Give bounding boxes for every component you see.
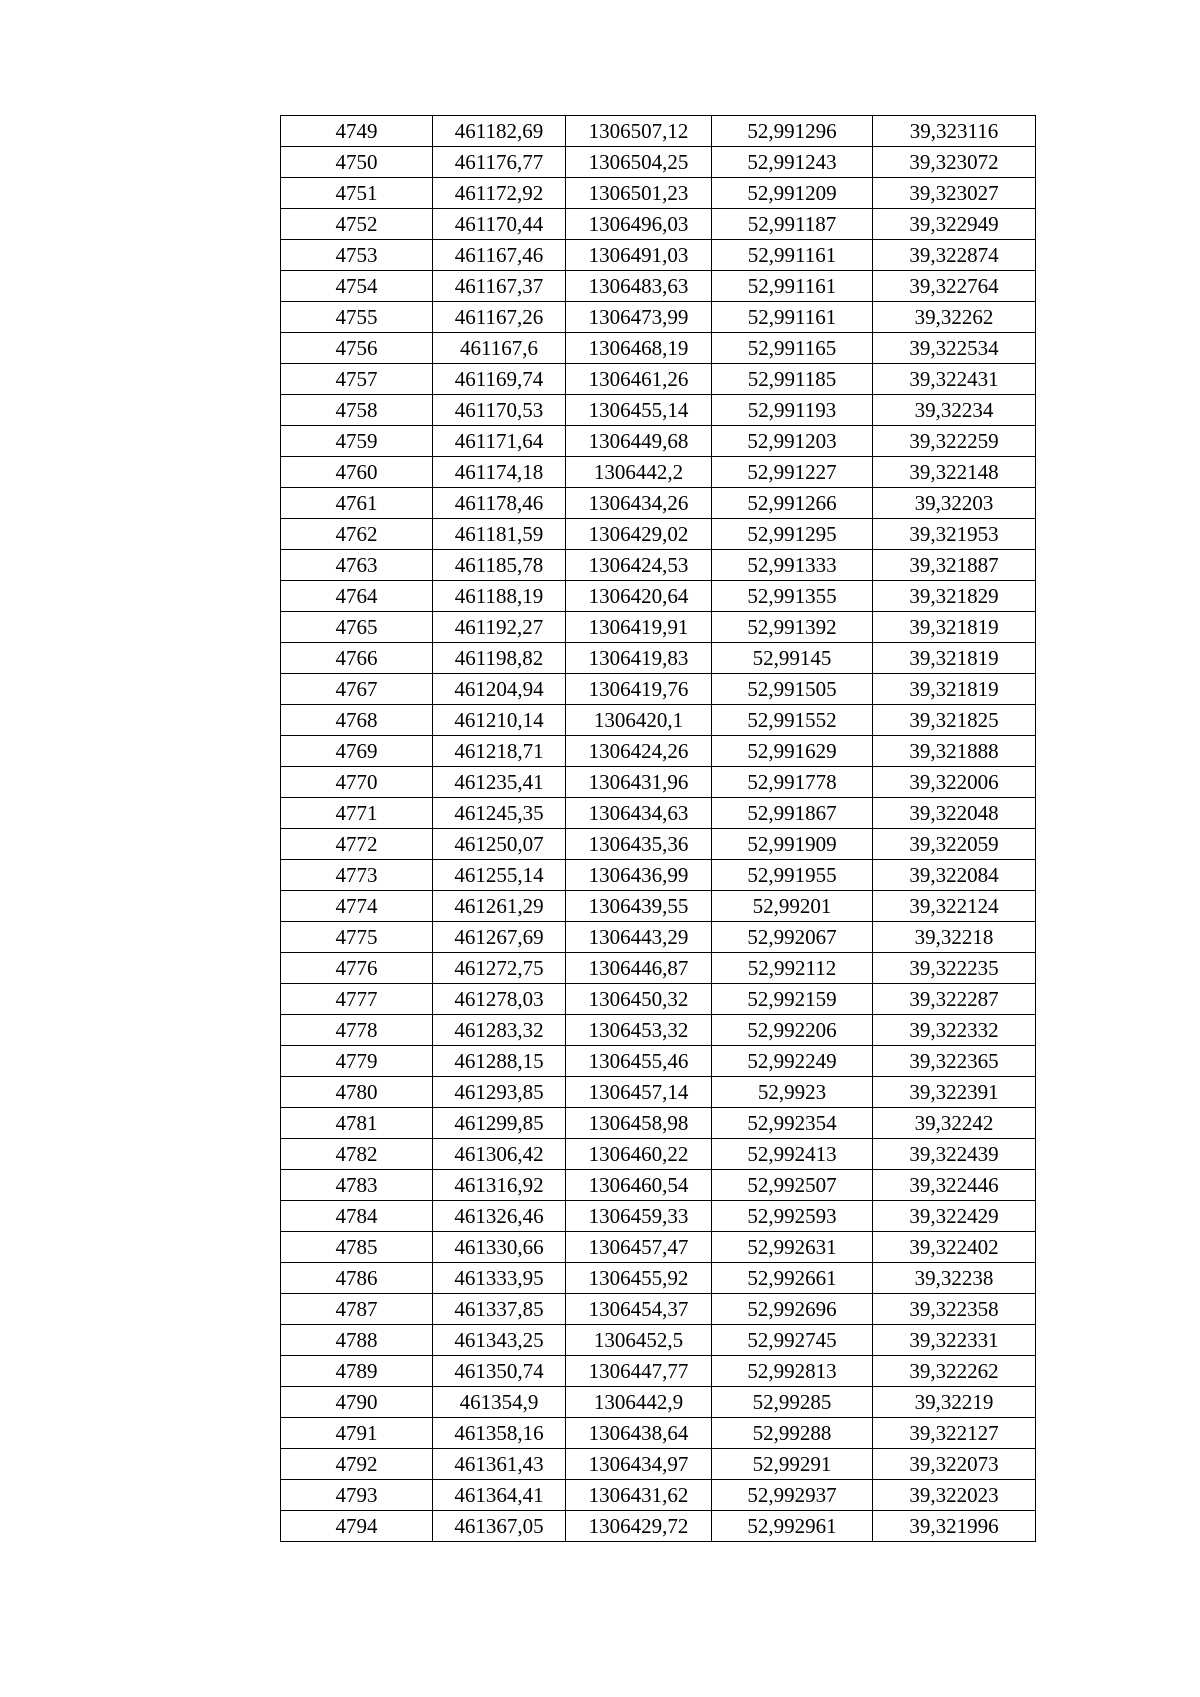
point-number-cell: 4793 [281,1480,433,1511]
y-coordinate-cell: 1306453,32 [566,1015,712,1046]
point-number-cell: 4784 [281,1201,433,1232]
table-row [281,271,1036,302]
point-number-cell: 4783 [281,1170,433,1201]
x-coordinate-cell: 461182,69 [433,116,566,147]
table-row [281,488,1036,519]
longitude-cell: 39,322059 [873,829,1036,860]
point-number-cell: 4777 [281,984,433,1015]
x-coordinate-cell: 461267,69 [433,922,566,953]
x-coordinate-cell: 461245,35 [433,798,566,829]
point-number-cell: 4794 [281,1511,433,1542]
latitude-cell: 52,99201 [712,891,873,922]
y-coordinate-cell: 1306420,64 [566,581,712,612]
y-coordinate-cell: 1306457,14 [566,1077,712,1108]
y-coordinate-cell: 1306431,62 [566,1480,712,1511]
y-coordinate-cell: 1306461,26 [566,364,712,395]
table-row [281,612,1036,643]
y-coordinate-cell: 1306431,96 [566,767,712,798]
latitude-cell: 52,991955 [712,860,873,891]
table-row [281,705,1036,736]
longitude-cell: 39,322949 [873,209,1036,240]
table-row [281,1294,1036,1325]
y-coordinate-cell: 1306507,12 [566,116,712,147]
y-coordinate-cell: 1306442,9 [566,1387,712,1418]
latitude-cell: 52,991227 [712,457,873,488]
table-row [281,1046,1036,1077]
point-number-cell: 4754 [281,271,433,302]
x-coordinate-cell: 461337,85 [433,1294,566,1325]
point-number-cell: 4787 [281,1294,433,1325]
longitude-cell: 39,32203 [873,488,1036,519]
table-row [281,178,1036,209]
table-row [281,1232,1036,1263]
y-coordinate-cell: 1306429,72 [566,1511,712,1542]
y-coordinate-cell: 1306460,54 [566,1170,712,1201]
x-coordinate-cell: 461250,07 [433,829,566,860]
x-coordinate-cell: 461170,44 [433,209,566,240]
x-coordinate-cell: 461330,66 [433,1232,566,1263]
latitude-cell: 52,99288 [712,1418,873,1449]
point-number-cell: 4790 [281,1387,433,1418]
y-coordinate-cell: 1306504,25 [566,147,712,178]
point-number-cell: 4768 [281,705,433,736]
longitude-cell: 39,322127 [873,1418,1036,1449]
latitude-cell: 52,992696 [712,1294,873,1325]
latitude-cell: 52,991909 [712,829,873,860]
latitude-cell: 52,991185 [712,364,873,395]
table-row [281,1511,1036,1542]
x-coordinate-cell: 461299,85 [433,1108,566,1139]
point-number-cell: 4774 [281,891,433,922]
longitude-cell: 39,322439 [873,1139,1036,1170]
table-row [281,240,1036,271]
y-coordinate-cell: 1306420,1 [566,705,712,736]
table-row [281,1015,1036,1046]
longitude-cell: 39,322287 [873,984,1036,1015]
latitude-cell: 52,991629 [712,736,873,767]
latitude-cell: 52,991243 [712,147,873,178]
latitude-cell: 52,992661 [712,1263,873,1294]
latitude-cell: 52,992813 [712,1356,873,1387]
x-coordinate-cell: 461278,03 [433,984,566,1015]
latitude-cell: 52,991505 [712,674,873,705]
table-row [281,674,1036,705]
x-coordinate-cell: 461367,05 [433,1511,566,1542]
table-row [281,333,1036,364]
point-number-cell: 4760 [281,457,433,488]
longitude-cell: 39,321825 [873,705,1036,736]
table-row [281,1449,1036,1480]
table-row [281,922,1036,953]
x-coordinate-cell: 461210,14 [433,705,566,736]
y-coordinate-cell: 1306446,87 [566,953,712,984]
table-row [281,147,1036,178]
table-row [281,953,1036,984]
longitude-cell: 39,322006 [873,767,1036,798]
longitude-cell: 39,32234 [873,395,1036,426]
table-row [281,1201,1036,1232]
table-row [281,891,1036,922]
x-coordinate-cell: 461358,16 [433,1418,566,1449]
latitude-cell: 52,992112 [712,953,873,984]
point-number-cell: 4766 [281,643,433,674]
latitude-cell: 52,991203 [712,426,873,457]
point-number-cell: 4770 [281,767,433,798]
x-coordinate-cell: 461272,75 [433,953,566,984]
longitude-cell: 39,322391 [873,1077,1036,1108]
y-coordinate-cell: 1306457,47 [566,1232,712,1263]
y-coordinate-cell: 1306438,64 [566,1418,712,1449]
point-number-cell: 4785 [281,1232,433,1263]
y-coordinate-cell: 1306473,99 [566,302,712,333]
latitude-cell: 52,992507 [712,1170,873,1201]
longitude-cell: 39,32238 [873,1263,1036,1294]
y-coordinate-cell: 1306443,29 [566,922,712,953]
point-number-cell: 4791 [281,1418,433,1449]
x-coordinate-cell: 461172,92 [433,178,566,209]
y-coordinate-cell: 1306447,77 [566,1356,712,1387]
table-row [281,426,1036,457]
longitude-cell: 39,322259 [873,426,1036,457]
longitude-cell: 39,322764 [873,271,1036,302]
longitude-cell: 39,322331 [873,1325,1036,1356]
point-number-cell: 4749 [281,116,433,147]
latitude-cell: 52,992745 [712,1325,873,1356]
x-coordinate-cell: 461176,77 [433,147,566,178]
x-coordinate-cell: 461255,14 [433,860,566,891]
point-number-cell: 4772 [281,829,433,860]
latitude-cell: 52,991333 [712,550,873,581]
latitude-cell: 52,991295 [712,519,873,550]
point-number-cell: 4781 [281,1108,433,1139]
longitude-cell: 39,321953 [873,519,1036,550]
x-coordinate-cell: 461170,53 [433,395,566,426]
y-coordinate-cell: 1306468,19 [566,333,712,364]
longitude-cell: 39,322431 [873,364,1036,395]
table-row [281,550,1036,581]
y-coordinate-cell: 1306429,02 [566,519,712,550]
longitude-cell: 39,322402 [873,1232,1036,1263]
coordinates-table [280,115,1036,1542]
longitude-cell: 39,322874 [873,240,1036,271]
y-coordinate-cell: 1306450,32 [566,984,712,1015]
latitude-cell: 52,991778 [712,767,873,798]
y-coordinate-cell: 1306419,91 [566,612,712,643]
longitude-cell: 39,32262 [873,302,1036,333]
x-coordinate-cell: 461181,59 [433,519,566,550]
latitude-cell: 52,991165 [712,333,873,364]
point-number-cell: 4788 [281,1325,433,1356]
longitude-cell: 39,32219 [873,1387,1036,1418]
table-row [281,984,1036,1015]
table-row [281,860,1036,891]
x-coordinate-cell: 461354,9 [433,1387,566,1418]
point-number-cell: 4775 [281,922,433,953]
latitude-cell: 52,991209 [712,178,873,209]
table-row [281,1170,1036,1201]
table-row [281,1139,1036,1170]
point-number-cell: 4757 [281,364,433,395]
table-row [281,457,1036,488]
latitude-cell: 52,992961 [712,1511,873,1542]
table-row [281,209,1036,240]
y-coordinate-cell: 1306439,55 [566,891,712,922]
longitude-cell: 39,32218 [873,922,1036,953]
x-coordinate-cell: 461167,37 [433,271,566,302]
latitude-cell: 52,991392 [712,612,873,643]
latitude-cell: 52,99291 [712,1449,873,1480]
y-coordinate-cell: 1306419,83 [566,643,712,674]
latitude-cell: 52,991193 [712,395,873,426]
longitude-cell: 39,322048 [873,798,1036,829]
longitude-cell: 39,32242 [873,1108,1036,1139]
latitude-cell: 52,991266 [712,488,873,519]
point-number-cell: 4776 [281,953,433,984]
x-coordinate-cell: 461326,46 [433,1201,566,1232]
x-coordinate-cell: 461167,6 [433,333,566,364]
x-coordinate-cell: 461169,74 [433,364,566,395]
table-row [281,302,1036,333]
table-row [281,643,1036,674]
point-number-cell: 4778 [281,1015,433,1046]
point-number-cell: 4752 [281,209,433,240]
x-coordinate-cell: 461343,25 [433,1325,566,1356]
point-number-cell: 4792 [281,1449,433,1480]
y-coordinate-cell: 1306436,99 [566,860,712,891]
y-coordinate-cell: 1306496,03 [566,209,712,240]
x-coordinate-cell: 461185,78 [433,550,566,581]
latitude-cell: 52,991161 [712,271,873,302]
y-coordinate-cell: 1306419,76 [566,674,712,705]
y-coordinate-cell: 1306449,68 [566,426,712,457]
longitude-cell: 39,323072 [873,147,1036,178]
longitude-cell: 39,323116 [873,116,1036,147]
table-row [281,829,1036,860]
y-coordinate-cell: 1306455,46 [566,1046,712,1077]
y-coordinate-cell: 1306424,26 [566,736,712,767]
table-row [281,1387,1036,1418]
y-coordinate-cell: 1306455,14 [566,395,712,426]
point-number-cell: 4769 [281,736,433,767]
x-coordinate-cell: 461261,29 [433,891,566,922]
y-coordinate-cell: 1306458,98 [566,1108,712,1139]
point-number-cell: 4759 [281,426,433,457]
x-coordinate-cell: 461192,27 [433,612,566,643]
x-coordinate-cell: 461235,41 [433,767,566,798]
longitude-cell: 39,321996 [873,1511,1036,1542]
point-number-cell: 4762 [281,519,433,550]
y-coordinate-cell: 1306434,26 [566,488,712,519]
latitude-cell: 52,991187 [712,209,873,240]
y-coordinate-cell: 1306452,5 [566,1325,712,1356]
y-coordinate-cell: 1306501,23 [566,178,712,209]
table-row [281,1077,1036,1108]
y-coordinate-cell: 1306434,63 [566,798,712,829]
table-row [281,1356,1036,1387]
x-coordinate-cell: 461333,95 [433,1263,566,1294]
latitude-cell: 52,992354 [712,1108,873,1139]
x-coordinate-cell: 461361,43 [433,1449,566,1480]
latitude-cell: 52,992937 [712,1480,873,1511]
table-row [281,1325,1036,1356]
point-number-cell: 4756 [281,333,433,364]
longitude-cell: 39,321819 [873,612,1036,643]
latitude-cell: 52,992159 [712,984,873,1015]
y-coordinate-cell: 1306455,92 [566,1263,712,1294]
latitude-cell: 52,992631 [712,1232,873,1263]
longitude-cell: 39,322534 [873,333,1036,364]
point-number-cell: 4782 [281,1139,433,1170]
longitude-cell: 39,322358 [873,1294,1036,1325]
longitude-cell: 39,322073 [873,1449,1036,1480]
x-coordinate-cell: 461283,32 [433,1015,566,1046]
point-number-cell: 4771 [281,798,433,829]
latitude-cell: 52,991296 [712,116,873,147]
table-row [281,767,1036,798]
latitude-cell: 52,992249 [712,1046,873,1077]
longitude-cell: 39,321888 [873,736,1036,767]
x-coordinate-cell: 461171,64 [433,426,566,457]
table-row [281,116,1036,147]
latitude-cell: 52,992593 [712,1201,873,1232]
table-row [281,1418,1036,1449]
latitude-cell: 52,991161 [712,302,873,333]
point-number-cell: 4761 [281,488,433,519]
x-coordinate-cell: 461293,85 [433,1077,566,1108]
coordinates-table-body [281,116,1036,1542]
longitude-cell: 39,321819 [873,643,1036,674]
x-coordinate-cell: 461174,18 [433,457,566,488]
x-coordinate-cell: 461288,15 [433,1046,566,1077]
latitude-cell: 52,991161 [712,240,873,271]
y-coordinate-cell: 1306442,2 [566,457,712,488]
x-coordinate-cell: 461350,74 [433,1356,566,1387]
x-coordinate-cell: 461364,41 [433,1480,566,1511]
y-coordinate-cell: 1306483,63 [566,271,712,302]
point-number-cell: 4765 [281,612,433,643]
longitude-cell: 39,322235 [873,953,1036,984]
longitude-cell: 39,321829 [873,581,1036,612]
table-row [281,395,1036,426]
x-coordinate-cell: 461204,94 [433,674,566,705]
latitude-cell: 52,991552 [712,705,873,736]
table-row [281,798,1036,829]
point-number-cell: 4789 [281,1356,433,1387]
longitude-cell: 39,321819 [873,674,1036,705]
longitude-cell: 39,321887 [873,550,1036,581]
y-coordinate-cell: 1306424,53 [566,550,712,581]
longitude-cell: 39,322365 [873,1046,1036,1077]
longitude-cell: 39,322084 [873,860,1036,891]
y-coordinate-cell: 1306459,33 [566,1201,712,1232]
longitude-cell: 39,322332 [873,1015,1036,1046]
x-coordinate-cell: 461198,82 [433,643,566,674]
latitude-cell: 52,992413 [712,1139,873,1170]
x-coordinate-cell: 461178,46 [433,488,566,519]
table-row [281,519,1036,550]
y-coordinate-cell: 1306491,03 [566,240,712,271]
latitude-cell: 52,992067 [712,922,873,953]
point-number-cell: 4750 [281,147,433,178]
longitude-cell: 39,323027 [873,178,1036,209]
x-coordinate-cell: 461167,46 [433,240,566,271]
table-row [281,1108,1036,1139]
latitude-cell: 52,991355 [712,581,873,612]
point-number-cell: 4779 [281,1046,433,1077]
y-coordinate-cell: 1306435,36 [566,829,712,860]
x-coordinate-cell: 461167,26 [433,302,566,333]
latitude-cell: 52,99285 [712,1387,873,1418]
point-number-cell: 4755 [281,302,433,333]
y-coordinate-cell: 1306454,37 [566,1294,712,1325]
y-coordinate-cell: 1306460,22 [566,1139,712,1170]
x-coordinate-cell: 461306,42 [433,1139,566,1170]
y-coordinate-cell: 1306434,97 [566,1449,712,1480]
longitude-cell: 39,322148 [873,457,1036,488]
longitude-cell: 39,322124 [873,891,1036,922]
point-number-cell: 4767 [281,674,433,705]
x-coordinate-cell: 461316,92 [433,1170,566,1201]
x-coordinate-cell: 461218,71 [433,736,566,767]
point-number-cell: 4751 [281,178,433,209]
point-number-cell: 4758 [281,395,433,426]
table-row [281,364,1036,395]
table-row [281,1263,1036,1294]
longitude-cell: 39,322023 [873,1480,1036,1511]
latitude-cell: 52,9923 [712,1077,873,1108]
point-number-cell: 4773 [281,860,433,891]
longitude-cell: 39,322446 [873,1170,1036,1201]
point-number-cell: 4764 [281,581,433,612]
longitude-cell: 39,322429 [873,1201,1036,1232]
x-coordinate-cell: 461188,19 [433,581,566,612]
table-row [281,581,1036,612]
point-number-cell: 4780 [281,1077,433,1108]
latitude-cell: 52,991867 [712,798,873,829]
point-number-cell: 4753 [281,240,433,271]
latitude-cell: 52,992206 [712,1015,873,1046]
point-number-cell: 4763 [281,550,433,581]
latitude-cell: 52,99145 [712,643,873,674]
point-number-cell: 4786 [281,1263,433,1294]
table-row [281,1480,1036,1511]
longitude-cell: 39,322262 [873,1356,1036,1387]
table-row [281,736,1036,767]
